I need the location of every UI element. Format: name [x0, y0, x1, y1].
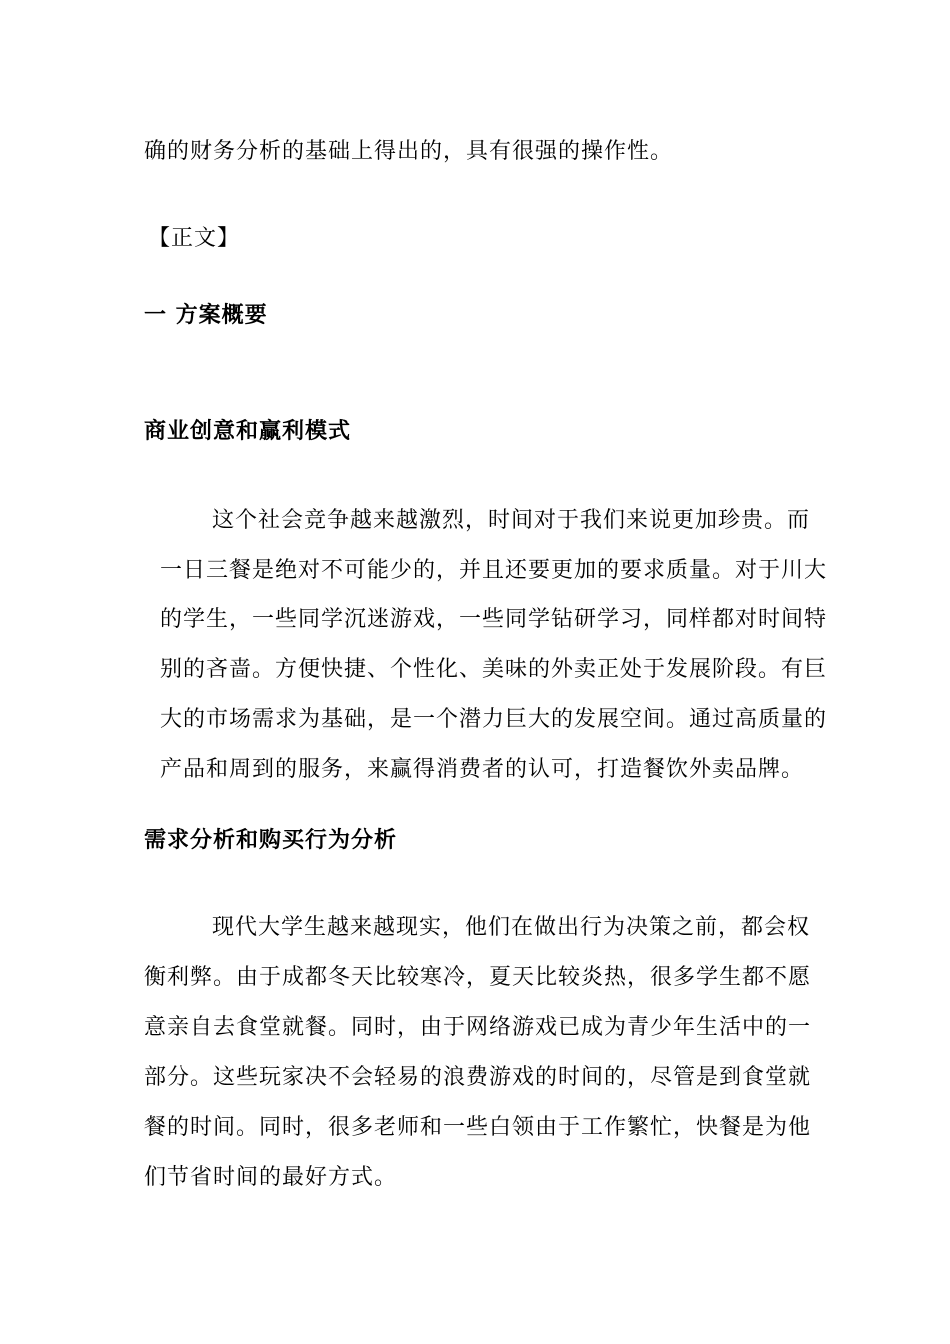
paragraph-line: 这个社会竞争越来越激烈，时间对于我们来说更加珍贵。而: [212, 508, 811, 533]
paragraph-line: 的学生，一些同学沉迷游戏，一些同学钻研学习，同样都对时间特: [160, 607, 828, 632]
body-label: 【正文】: [148, 226, 241, 251]
subsection-title-business-model: 商业创意和赢利模式: [144, 418, 352, 444]
paragraph-line: 们节省时间的最好方式。: [144, 1165, 398, 1190]
intro-continuation-line: 确的财务分析的基础上得出的，具有很强的操作性。: [144, 139, 674, 164]
paragraph-line: 大的市场需求为基础，是一个潜力巨大的发展空间。通过高质量的: [160, 707, 828, 732]
paragraph-line: 现代大学生越来越现实，他们在做出行为决策之前，都会权: [212, 915, 811, 940]
paragraph-line: 意亲自去食堂就餐。同时，由于网络游戏已成为青少年生活中的一: [144, 1015, 812, 1040]
paragraph-line: 别的吝啬。方便快捷、个性化、美味的外卖正处于发展阶段。有巨: [160, 657, 828, 682]
paragraph-line: 部分。这些玩家决不会轻易的浪费游戏的时间的，尽管是到食堂就: [144, 1065, 812, 1090]
subsection-title-demand-analysis: 需求分析和购买行为分析: [144, 827, 398, 853]
paragraph-line: 衡利弊。由于成都冬天比较寒冷，夏天比较炎热，很多学生都不愿: [144, 965, 812, 990]
paragraph-line: 产品和周到的服务，来赢得消费者的认可，打造餐饮外卖品牌。: [160, 757, 805, 782]
section-title-overview: 一 方案概要: [144, 302, 268, 328]
paragraph-line: 一日三餐是绝对不可能少的，并且还要更加的要求质量。对于川大: [160, 558, 828, 583]
paragraph-line: 餐的时间。同时，很多老师和一些白领由于工作繁忙，快餐是为他: [144, 1115, 812, 1140]
